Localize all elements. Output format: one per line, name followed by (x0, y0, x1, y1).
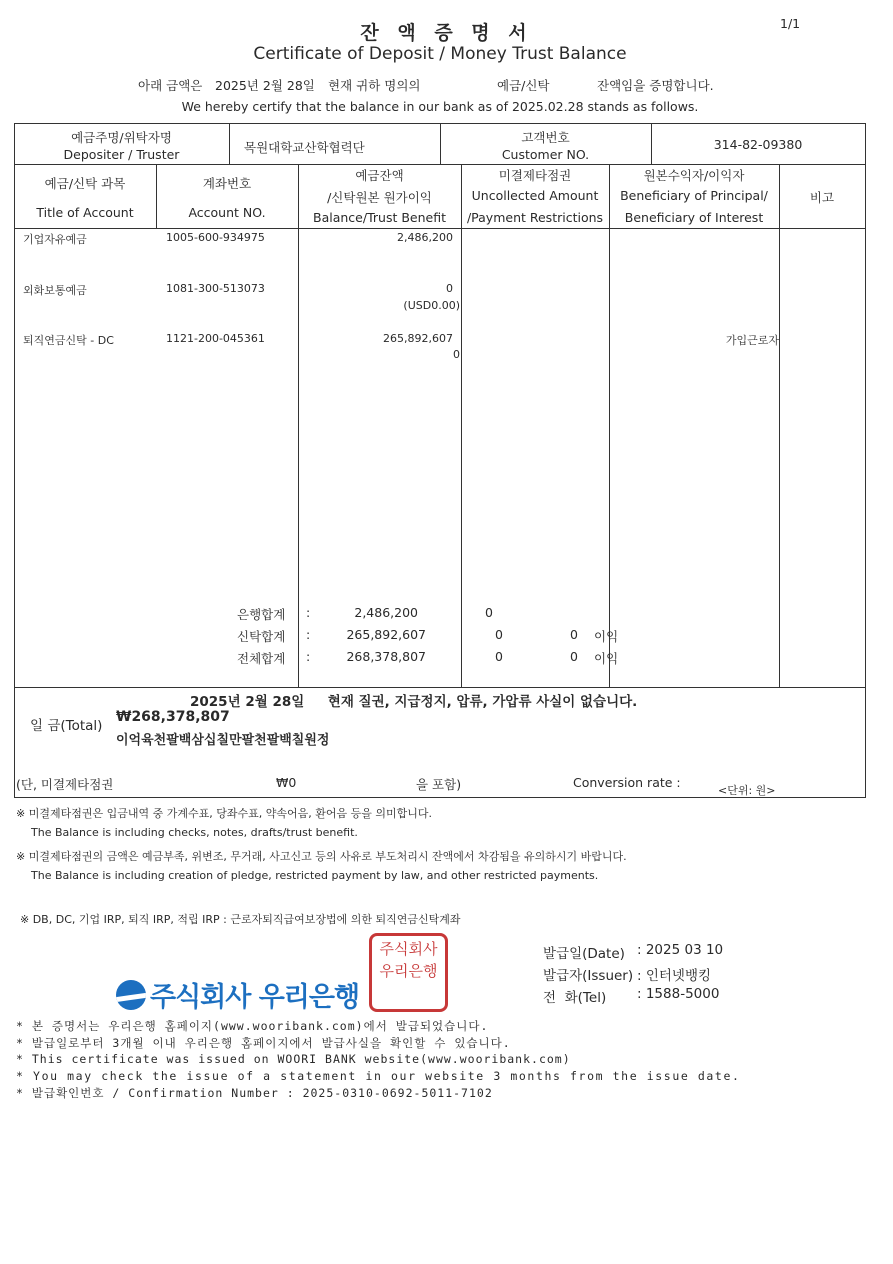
footnote-line: * This certificate was issued on WOORI BANK website(www.wooribank.com) (16, 1052, 571, 1066)
total-colon: : (306, 627, 311, 642)
issue-date-value: : 2025 03 10 (637, 942, 724, 958)
note-line: ※ 미결제타점권은 입금내역 중 가계수표, 당좌수표, 약속어음, 환어음 등을 의미합니다. (16, 807, 432, 820)
footnote-confirmation: * 발급확인번호 / Confirmation Number : 2025-0310-0692-5011-7102 (16, 1086, 493, 1100)
certify-ko-type: 예금/신탁 (497, 78, 550, 93)
total-restricted: 0 (570, 627, 578, 642)
total-restricted: 0 (570, 649, 578, 664)
note-line: ※ DB, DC, 기업 IRP, 퇴직 IRP, 적립 IRP : 근로자퇴직급여보장법에 의한 퇴직연금신탁계좌 (20, 913, 461, 926)
certify-english: We hereby certify that the balance in our bank as of 2025.02.28 stands as follows. (181, 99, 699, 114)
total-amount: 2,486,200 (354, 605, 418, 620)
total-interest: 이익 (594, 651, 619, 666)
customer-label-ko: 고객번호 (521, 130, 570, 145)
total-interest: 이익 (594, 629, 619, 644)
issuer-value: : 인터넷뱅킹 (637, 968, 712, 984)
total-colon: : (306, 649, 311, 664)
total-uncollected: 0 (495, 649, 503, 664)
no-lien-statement: 2025년 2월 28일 현재 질권, 지급정지, 압류, 가압류 사실이 없습니다. (190, 694, 638, 710)
col-uncollected-en1: Uncollected Amount (471, 188, 599, 203)
certify-ko-mid: 현재 귀하 명의의 (328, 78, 421, 93)
total-colon: : (306, 605, 311, 620)
note-line: The Balance is including creation of pledge, restricted payment by law, and other restricted payments. (31, 869, 599, 882)
conversion-rate: Conversion rate : (573, 775, 681, 790)
col-account-en: Account NO. (188, 205, 266, 220)
depositor-label-en: Depositer / Truster (63, 147, 180, 162)
total-label: 은행합계 (237, 607, 286, 622)
total-amount: ₩268,378,807 (116, 709, 230, 725)
uncollected-note-suffix: 을 포함) (416, 777, 462, 792)
footnote-line: * You may check the issue of a statement in our website 3 months from the issue date. (16, 1069, 741, 1083)
col-title-ko: 예금/신탁 과목 (44, 176, 126, 191)
col-uncollected-en2: /Payment Restrictions (466, 210, 604, 225)
col-balance-en: Balance/Trust Benefit (313, 210, 446, 225)
seal-text: 주식회사우리은행 (379, 940, 438, 980)
total-in-words: 이억육천팔백삼십칠만팔천팔백칠원정 (116, 733, 330, 748)
customer-label-en: Customer NO. (501, 147, 590, 162)
unit-label: <단위: 원> (718, 784, 776, 797)
tel-value: : 1588-5000 (637, 986, 720, 1002)
note-line: The Balance is including checks, notes, drafts/trust benefit. (31, 826, 358, 839)
col-account-ko: 계좌번호 (202, 176, 252, 191)
row-account: 1005-600-934975 (166, 231, 265, 244)
title-english: Certificate of Deposit / Money Trust Balance (253, 44, 627, 64)
title-korean: 잔 액 증 명 서 (360, 22, 533, 44)
col-beneficiary-en1: Beneficiary of Principal/ (620, 188, 768, 203)
row-title: 외화보통예금 (23, 284, 87, 297)
footnote-line: * 발급일로부터 3개월 이내 우리은행 홈페이지에서 발급사실을 확인할 수 있습니다. (16, 1036, 511, 1050)
row-balance: 2,486,200 (397, 231, 453, 244)
row-title: 퇴직연금신탁 - DC (23, 334, 114, 347)
row-balance: 265,892,607 (383, 332, 453, 345)
depositor-name: 목원대학교산학협력단 (244, 140, 365, 155)
col-remarks: 비고 (809, 190, 835, 205)
total-uncollected: 0 (485, 605, 493, 620)
col-uncollected-ko: 미결제타점권 (498, 168, 572, 183)
tel-label: 전 화(Tel) (543, 990, 607, 1006)
customer-number: 314-82-09380 (713, 137, 803, 152)
uncollected-note-prefix: (단, 미결제타점권 (16, 777, 114, 792)
issue-date-label: 발급일(Date) (543, 946, 625, 962)
total-label: 신탁합계 (237, 629, 286, 644)
bank-seal-icon (369, 933, 448, 1012)
total-amount: 268,378,807 (346, 649, 426, 664)
row-balance: 0 (446, 282, 453, 295)
total-amount: 265,892,607 (346, 627, 426, 642)
col-balance-ko2: /신탁원본 원가이익 (327, 190, 432, 205)
issuer-label: 발급자(Issuer) (543, 968, 634, 984)
col-beneficiary-ko: 원본수익자/이익자 (643, 168, 745, 183)
certify-ko-prefix: 아래 금액은 (138, 78, 203, 93)
footnote-line: * 본 증명서는 우리은행 홈페이지(www.wooribank.com)에서 발급되었습니다. (16, 1019, 489, 1033)
uncollected-note-amount: ₩0 (276, 775, 297, 790)
page-number: 1/1 (780, 16, 801, 31)
col-beneficiary-en2: Beneficiary of Interest (624, 210, 764, 225)
row-balance-sub: (USD0.00) (403, 299, 460, 312)
row-balance-sub: 0 (453, 348, 460, 361)
row-account: 1081-300-513073 (166, 282, 265, 295)
row-beneficiary: 가입근로자 (725, 334, 779, 347)
bank-name-logo: 주식회사 우리은행 (150, 982, 360, 1013)
woori-logo-icon (116, 980, 146, 1010)
row-title: 기업자유예금 (23, 233, 87, 246)
row-account: 1121-200-045361 (166, 332, 265, 345)
certify-ko-date: 2025년 2월 28일 (215, 78, 315, 93)
note-line: ※ 미결제타점권의 금액은 예금부족, 위변조, 무거래, 사고신고 등의 사유로 부도처리시 잔액에서 차감됨을 유의하시기 바랍니다. (16, 850, 627, 863)
total-label: 전체합계 (237, 651, 286, 666)
total-label: 일 금(Total) (30, 718, 103, 734)
certify-ko-suffix: 잔액임을 증명합니다. (597, 78, 714, 93)
total-uncollected: 0 (495, 627, 503, 642)
col-title-en: Title of Account (36, 205, 134, 220)
depositor-label-ko: 예금주명/위탁자명 (71, 130, 172, 145)
col-balance-ko1: 예금잔액 (355, 168, 404, 183)
